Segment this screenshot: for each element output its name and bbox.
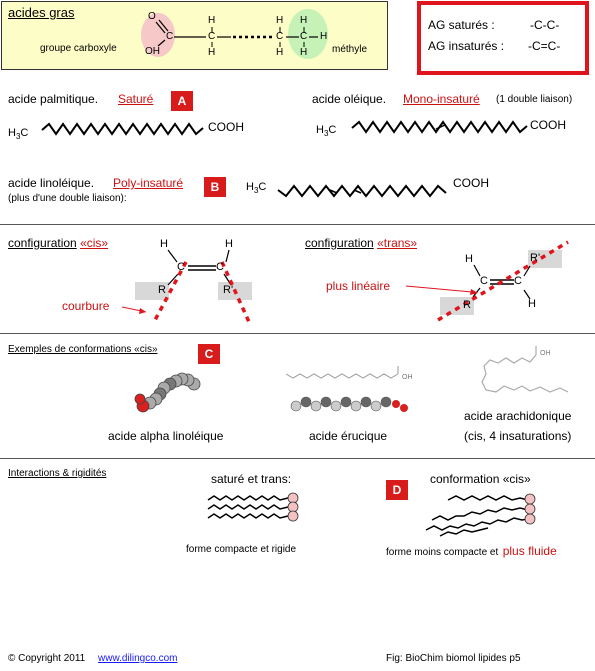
methyl-label: méthyle [332,44,368,55]
atom-h3-bottom: H [276,47,284,58]
palmitic-name: acide palmitique. [8,92,99,106]
cis-h-right: H [225,238,233,250]
linoleic-h3c: $H_3C$ [246,181,267,196]
curvature-label: courbure [62,299,110,313]
cis-config-title: configuration «cis» [8,236,109,250]
saturated-label: AG saturés : [428,18,495,32]
arachidonic-oh: OH [540,350,551,357]
oleic-h3c: $H_3C$ [316,124,337,139]
section-a-badge: A [171,91,193,111]
trans-h-top: H [465,253,473,265]
more-linear-label: plus linéaire [326,279,391,293]
less-compact-label: forme moins compacte et plus fluide [386,544,557,558]
palmitic-cooh: COOH [208,120,244,134]
cis-c-left: C [177,261,185,273]
trans-r-prime-label: R' [530,252,541,264]
saturated-formula: -C-C- [530,18,560,32]
section-d-title: Interactions & rigidités [8,468,107,479]
oleic-note: (1 double liaison) [496,94,573,105]
atom-c1: C [166,31,174,42]
trans-config-title: configuration «trans» [305,236,418,250]
cis-conformation-label: conformation «cis» [430,472,531,486]
atom-h2-top: H [208,15,216,26]
atom-h4-top: H [300,15,308,26]
atom-c2: C [208,31,216,42]
section-d-badge: D [386,480,408,500]
atom-h4-right: H [320,31,328,42]
erucic-label: acide érucique [309,429,388,443]
section-b-badge: B [204,177,226,197]
footer-fig-caption: Fig: BioChim biomol lipides p5 [386,653,521,664]
linoleic-type: Poly-insaturé [113,176,184,190]
linoleic-name: acide linoléique. [8,176,95,190]
saturated-trans-label: saturé et trans: [211,472,292,486]
atom-h3-top: H [276,15,284,26]
section-c-badge: C [198,344,220,364]
palmitic-type: Saturé [118,92,154,106]
unsaturated-formula: -C=C- [528,39,561,53]
oleic-type: Mono-insaturé [403,92,480,106]
compact-rigid-label: forme compacte et rigide [186,544,297,555]
carboxyl-label: groupe carboxyle [40,43,117,54]
linoleic-cooh: COOH [453,176,489,190]
section-c-title: Exemples de conformations «cis» [8,344,158,355]
footer-copyright: © Copyright 2011 [8,653,86,664]
unsaturated-label: AG insaturés : [428,39,505,53]
arachidonic-note: (cis, 4 insaturations) [464,429,572,443]
cis-r-label: R [158,284,166,296]
trans-r-label: R [463,299,471,311]
atom-c3: C [276,31,284,42]
trans-h-bottom: H [528,298,536,310]
footer-link[interactable]: www.dilingco.com [98,653,178,664]
atom-h2-bottom: H [208,47,216,58]
header-title: acides gras [8,5,75,20]
arachidonic-label: acide arachidonique [464,409,572,423]
cis-c-right: C [216,261,224,273]
trans-c-right: C [514,275,522,287]
oleic-cooh: COOH [530,118,566,132]
atom-oh: OH [145,46,160,57]
atom-o: O [148,11,156,22]
palmitic-h3c: $H_3C$ [8,127,29,142]
atom-c4: C [300,31,308,42]
cis-r-prime-label: R' [223,284,234,296]
atom-h4-bottom: H [300,47,308,58]
cis-h-left: H [160,238,168,250]
linoleic-note: (plus d'une double liaison): [8,193,127,204]
alpha-linolenic-label: acide alpha linoléique [108,429,224,443]
trans-c-left: C [480,275,488,287]
oleic-name: acide oléique. [312,92,387,106]
erucic-oh: OH [402,374,413,381]
